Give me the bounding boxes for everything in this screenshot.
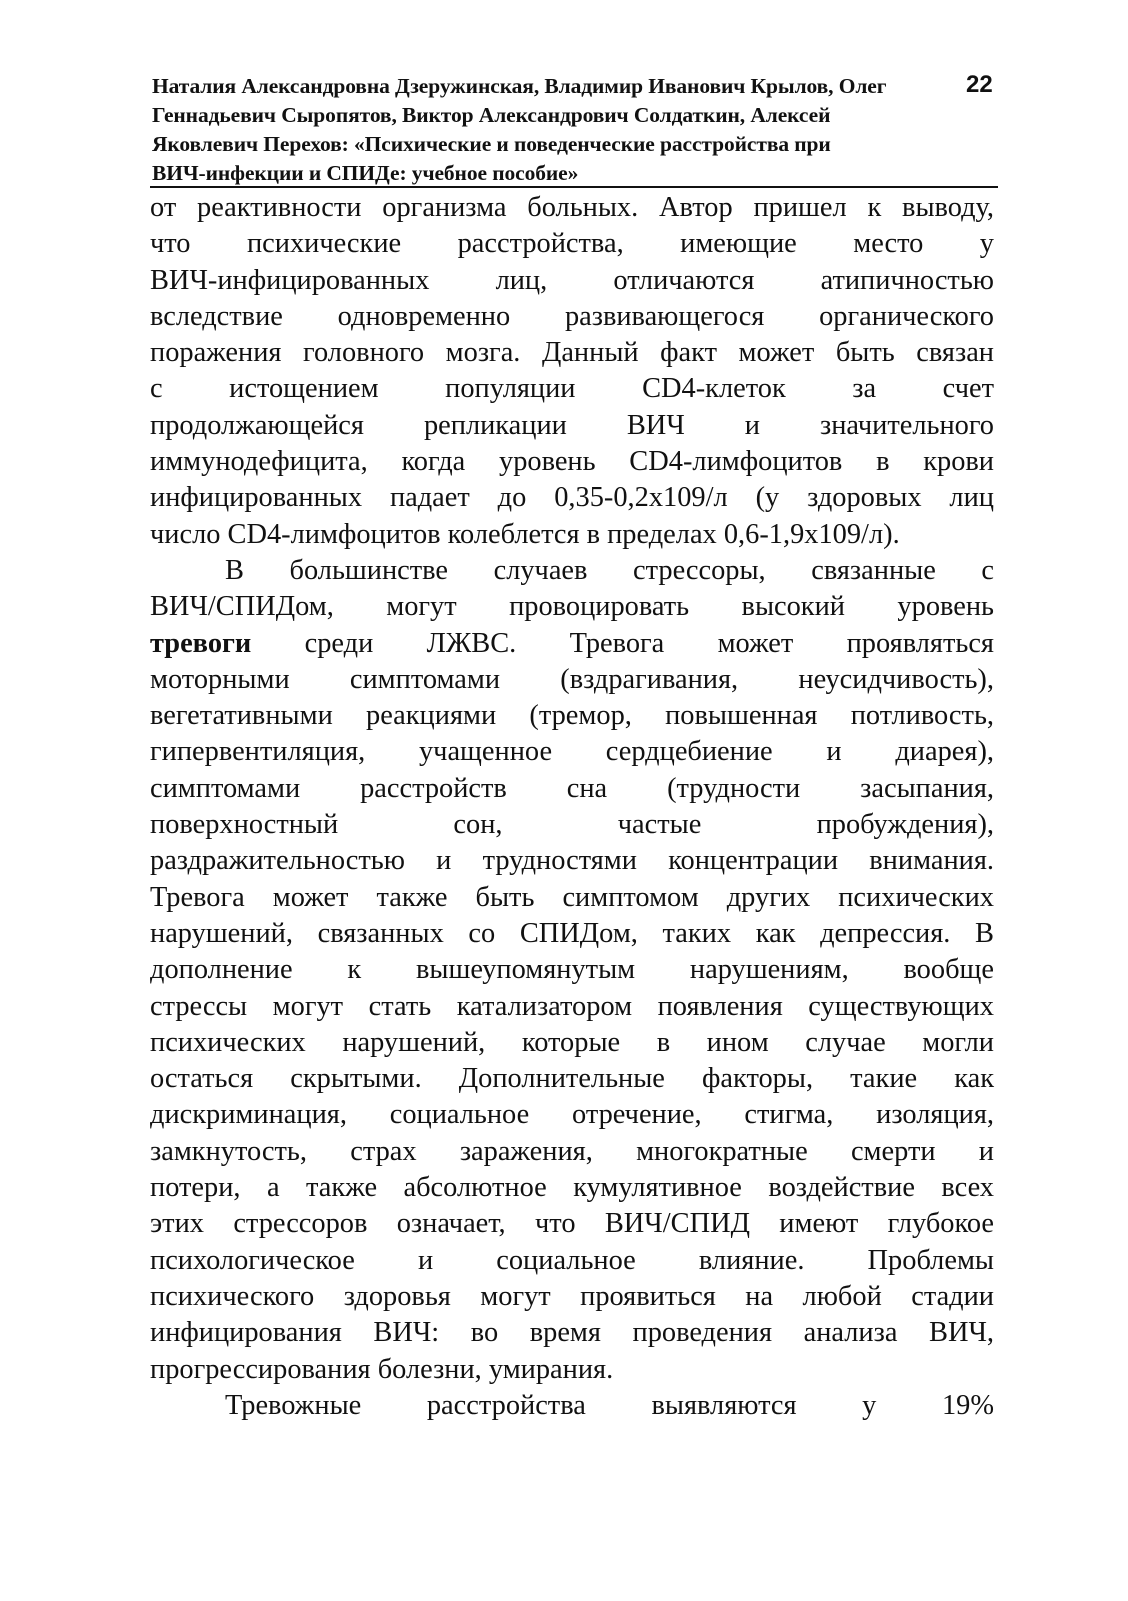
text-line: остаться скрытыми. Дополнительные факторы, такие как [150, 1063, 994, 1095]
text-line: что психические расстройства, имеющие место у [150, 228, 994, 260]
page-number: 22 [966, 71, 993, 98]
text-line: потери, а также абсолютное кумулятивное воздействие всех [150, 1172, 994, 1204]
header-line: ВИЧ-инфекции и СПИДе: учебное пособие» [152, 161, 579, 185]
text-line: Тревога может также быть симптомом других психических [150, 881, 994, 913]
text-line: поражения головного мозга. Данный факт может быть связан [150, 337, 994, 369]
text-line: нарушений, связанных со СПИДом, таких как депрессия. В [150, 917, 994, 949]
text-line: дискриминация, социальное отречение, стигма, изоляция, [150, 1099, 994, 1131]
text-run: среди ЛЖВС. Тревога может проявляться [251, 627, 994, 659]
text-line: замкнутость, страх заражения, многократные смерти и [150, 1135, 994, 1167]
text-line: раздражительностью и трудностями концентрации внимания. [150, 845, 994, 877]
paragraph-first-line: В большинстве случаев стрессоры, связанные с [225, 554, 994, 586]
text-line: прогрессирования болезни, умирания. [150, 1353, 614, 1385]
text-line: иммунодефицита, когда уровень CD4-лимфоцитов в крови [150, 446, 994, 478]
header-divider [150, 186, 998, 188]
text-line: этих стрессоров означает, что ВИЧ/СПИД имеют глубокое [150, 1208, 994, 1240]
text-line: вегетативными реакциями (тремор, повышенная потливость, [150, 700, 994, 732]
text-line: гипервентиляция, учащенное сердцебиение и диарея), [150, 736, 994, 768]
text-line: стрессы могут стать катализатором появления существующих [150, 990, 994, 1022]
text-line: психологическое и социальное влияние. Проблемы [150, 1244, 994, 1276]
text-line: инфицированных падает до 0,35-0,2x109/л (у здоровых лиц [150, 482, 994, 514]
text-line: психического здоровья могут проявиться на любой стадии [150, 1280, 994, 1312]
text-line: моторными симптомами (вздрагивания, неусидчивость), [150, 663, 994, 695]
header-line: Геннадьевич Сыропятов, Виктор Александрович Солдаткин, Алексей [152, 103, 831, 127]
text-line: вследствие одновременно развивающегося органического [150, 300, 994, 332]
text-line: продолжающейся репликации ВИЧ и значительного [150, 409, 994, 441]
body-text [150, 190, 994, 1424]
header-line: Яковлевич Перехов: «Психические и поведенческие расстройства при [152, 132, 831, 156]
text-line: ВИЧ-инфицированных лиц, отличаются атипичностью [150, 264, 994, 296]
text-line: инфицирования ВИЧ: во время проведения анализа ВИЧ, [150, 1317, 994, 1349]
running-header [152, 72, 997, 188]
header-line: Наталия Александровна Дзеружинская, Владимир Иванович Крылов, Олег [152, 74, 887, 98]
text-line-with-emphasis [150, 626, 994, 662]
paragraph-first-line: Тревожные расстройства выявляются у 19% [225, 1389, 994, 1421]
text-line: психических нарушений, которые в ином случае могли [150, 1026, 994, 1058]
text-line: число CD4-лимфоцитов колеблется в пределах 0,6-1,9x109/л). [150, 518, 900, 550]
text-line: поверхностный сон, частые пробуждения), [150, 809, 994, 841]
text-line: с истощением популяции CD4-клеток за счет [150, 373, 994, 405]
text-line: дополнение к вышеупомянутым нарушениям, вообще [150, 954, 994, 986]
text-line: симптомами расстройств сна (трудности засыпания, [150, 772, 994, 804]
text-line: от реактивности организма больных. Автор пришел к выводу, [150, 192, 994, 223]
bold-term: тревоги [150, 627, 252, 659]
text-line: ВИЧ/СПИДом, могут провоцировать высокий уровень [150, 591, 994, 623]
